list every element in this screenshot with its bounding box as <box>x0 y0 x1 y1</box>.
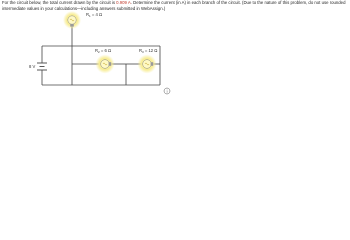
info-icon[interactable] <box>164 88 170 94</box>
r1-label: $R_1 = 4$ Ω <box>86 12 103 18</box>
r3-label: $R_3 = 12$ Ω <box>139 48 158 54</box>
problem-line-2: intermediate values in your calculations—including answers submitted in WebAssign.) <box>2 5 166 11</box>
battery-symbol <box>37 63 47 70</box>
circuit-diagram <box>0 0 350 97</box>
info-icon-glyph: i <box>166 88 168 94</box>
total-current-value: 0.909 A <box>116 0 131 5</box>
bulb-r2-icon <box>96 55 115 74</box>
r2-label: $R_2 = 6$ Ω <box>95 48 112 54</box>
bulb-r3-icon <box>138 55 157 74</box>
battery-label: 8 V <box>29 64 36 69</box>
bulb-r1-icon <box>63 11 81 29</box>
problem-intro: For the circuit below, the total current drawn by the circuit is <box>2 0 117 5</box>
problem-middle: . Determine the current (in A) in each branch of the circuit. (Due to the nature of this problem, do not use rounded <box>130 0 346 5</box>
